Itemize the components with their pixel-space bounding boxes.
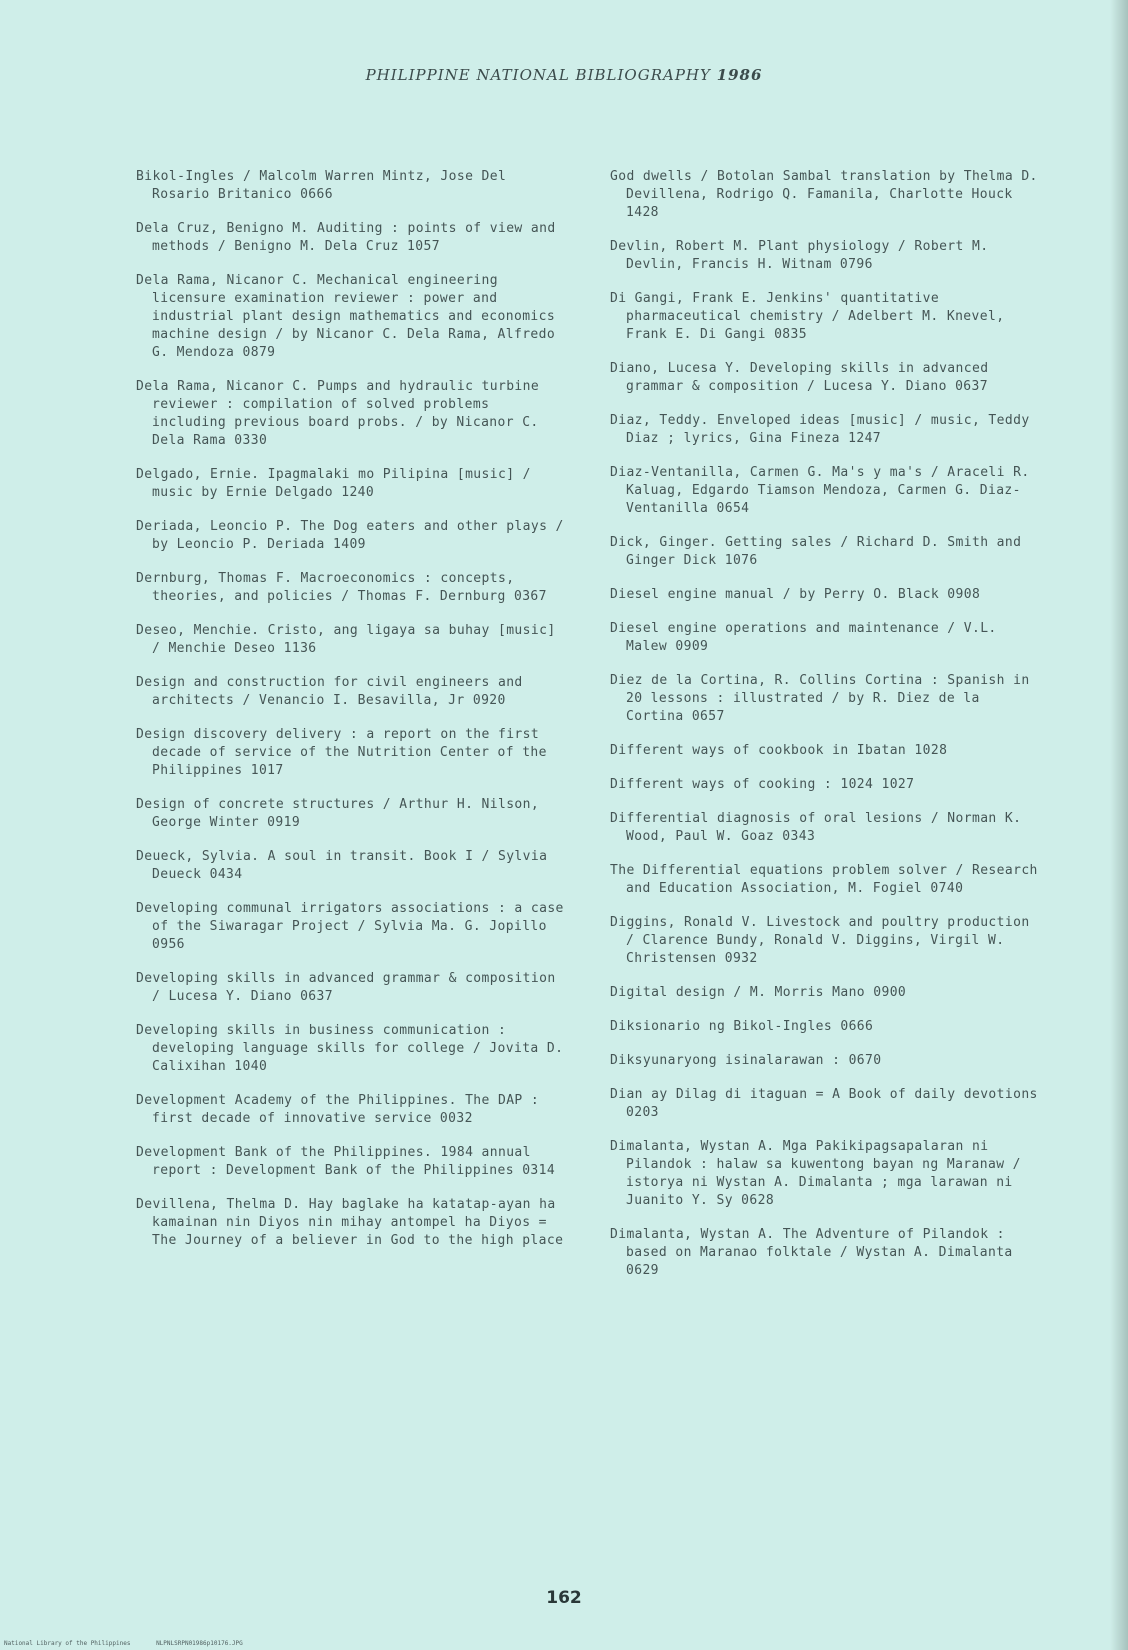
bibliography-entry: God dwells / Botolan Sambal translation by Thelma D. Devillena, Rodrigo Q. Famanila, Charlotte Houck 1428 (610, 169, 1038, 220)
bibliography-entry: Di Gangi, Frank E. Jenkins' quantitative pharmaceutical chemistry / Adelbert M. Knevel, Frank E. Di Gangi 0835 (610, 291, 1005, 342)
bibliography-entry: Developing skills in business communication : developing language skills for college / Jovita D. Calixihan 1040 (136, 1023, 564, 1074)
bibliography-entry: Digital design / M. Morris Mano 0900 (610, 985, 907, 1000)
bibliography-entry: The Differential equations problem solver / Research and Education Association, M. Fogiel 0740 (610, 863, 1038, 896)
bibliography-entry: Diesel engine operations and maintenance / V.L. Malew 0909 (610, 621, 997, 654)
bibliography-entry: Dick, Ginger. Getting sales / Richard D. Smith and Ginger Dick 1076 (610, 535, 1022, 568)
bibliography-entry: Diesel engine manual / by Perry O. Black 0908 (610, 587, 981, 602)
bibliography-entry: Developing skills in advanced grammar & composition / Lucesa Y. Diano 0637 (136, 971, 556, 1004)
bibliography-entry: Dian ay Dilag di itaguan = A Book of daily devotions 0203 (610, 1087, 1038, 1120)
bibliography-entry: Different ways of cookbook in Ibatan 1028 (610, 743, 948, 758)
bibliography-entry: Diggins, Ronald V. Livestock and poultry production / Clarence Bundy, Ronald V. Diggins, Virgil W. Christensen 0932 (610, 915, 1030, 966)
bibliography-entry: Delgado, Ernie. Ipagmalaki mo Pilipina [music] / music by Ernie Delgado 1240 (136, 467, 531, 500)
bibliography-entry: Differential diagnosis of oral lesions / Norman K. Wood, Paul W. Goaz 0343 (610, 811, 1022, 844)
right-column (610, 168, 1040, 1296)
bibliography-entry: Deseo, Menchie. Cristo, ang ligaya sa buhay [music] / Menchie Deseo 1136 (136, 623, 556, 656)
bibliography-entry: Diez de la Cortina, R. Collins Cortina : Spanish in 20 lessons : illustrated / by R. Diez de la Cortina 0657 (610, 673, 1030, 724)
bibliography-entry: Design and construction for civil engineers and architects / Venancio I. Besavilla, Jr 0920 (136, 675, 523, 708)
scan-footer (4, 1640, 265, 1647)
running-header (0, 66, 1128, 84)
header-year: 1986 (716, 66, 763, 84)
left-column (136, 168, 566, 1266)
footer-file: NLPNLSRPN01986p10176.JPG (156, 1640, 243, 1647)
footer-library: National Library of the Philippines (4, 1640, 131, 1647)
bibliography-entry: Dimalanta, Wystan A. The Adventure of Pilandok : based on Maranao folktale / Wystan A. Dimalanta 0629 (610, 1227, 1013, 1278)
bibliography-entry: Dimalanta, Wystan A. Mga Pakikipagsapalaran ni Pilandok : halaw sa kuwentong bayan ng Maranaw / istorya ni Wystan A. Dimalanta ; mga larawan ni Juanito Y. Sy 0628 (610, 1139, 1021, 1208)
bibliography-entry: Dernburg, Thomas F. Macroeconomics : concepts, theories, and policies / Thomas F. Dernburg 0367 (136, 571, 547, 604)
header-title: PHILIPPINE NATIONAL BIBLIOGRAPHY (365, 66, 711, 84)
bibliography-entry: Dela Rama, Nicanor C. Mechanical engineering licensure examination reviewer : power and industrial plant design mathematics and economics machine design / by Nicanor C. Dela Rama, Alfredo G. Mendoza 0879 (136, 273, 556, 360)
bibliography-entry: Design discovery delivery : a report on the first decade of service of the Nutrition Center of the Philippines 1017 (136, 727, 547, 778)
bibliography-entry: Dela Rama, Nicanor C. Pumps and hydraulic turbine reviewer : compilation of solved problems including previous board probs. / by Nicanor C. Dela Rama 0330 (136, 379, 540, 448)
bibliography-entry: Design of concrete structures / Arthur H. Nilson, George Winter 0919 (136, 797, 540, 830)
bibliography-entry: Development Academy of the Philippines. The DAP : first decade of innovative service 0032 (136, 1093, 540, 1126)
bibliography-entry: Diano, Lucesa Y. Developing skills in advanced grammar & composition / Lucesa Y. Diano 0637 (610, 361, 989, 394)
bibliography-entry: Diaz, Teddy. Enveloped ideas [music] / music, Teddy Diaz ; lyrics, Gina Fineza 1247 (610, 413, 1030, 446)
bibliography-entry: Developing communal irrigators associations : a case of the Siwaragar Project / Sylvia Ma. G. Jopillo 0956 (136, 901, 564, 952)
bibliography-entry: Diaz-Ventanilla, Carmen G. Ma's y ma's / Araceli R. Kaluag, Edgardo Tiamson Mendoza, Carmen G. Diaz-Ventanilla 0654 (610, 465, 1030, 516)
bibliography-entry: Different ways of cooking : 1024 1027 (610, 777, 915, 792)
page-number: 162 (546, 1588, 582, 1608)
bibliography-entry: Deueck, Sylvia. A soul in transit. Book I / Sylvia Deueck 0434 (136, 849, 548, 882)
page-edge-shadow (1110, 0, 1128, 1650)
bibliography-entry: Development Bank of the Philippines. 1984 annual report : Development Bank of the Philippines 0314 (136, 1145, 556, 1178)
bibliography-entry: Bikol-Ingles / Malcolm Warren Mintz, Jose Del Rosario Britanico 0666 (136, 169, 507, 202)
bibliography-entry: Dela Cruz, Benigno M. Auditing : points of view and methods / Benigno M. Dela Cruz 1057 (136, 221, 556, 254)
bibliography-entry: Devillena, Thelma D. Hay baglake ha katatap-ayan ha kamainan nin Diyos nin mihay antompel ha Diyos = The Journey of a believer in God to the high place (136, 1197, 564, 1248)
bibliography-entry: Deriada, Leoncio P. The Dog eaters and other plays / by Leoncio P. Deriada 1409 (136, 519, 564, 552)
bibliography-entry: Diksyunaryong isinalarawan : 0670 (610, 1053, 882, 1068)
bibliography-entry: Devlin, Robert M. Plant physiology / Robert M. Devlin, Francis H. Witnam 0796 (610, 239, 989, 272)
bibliography-entry: Diksionario ng Bikol-Ingles 0666 (610, 1019, 874, 1034)
